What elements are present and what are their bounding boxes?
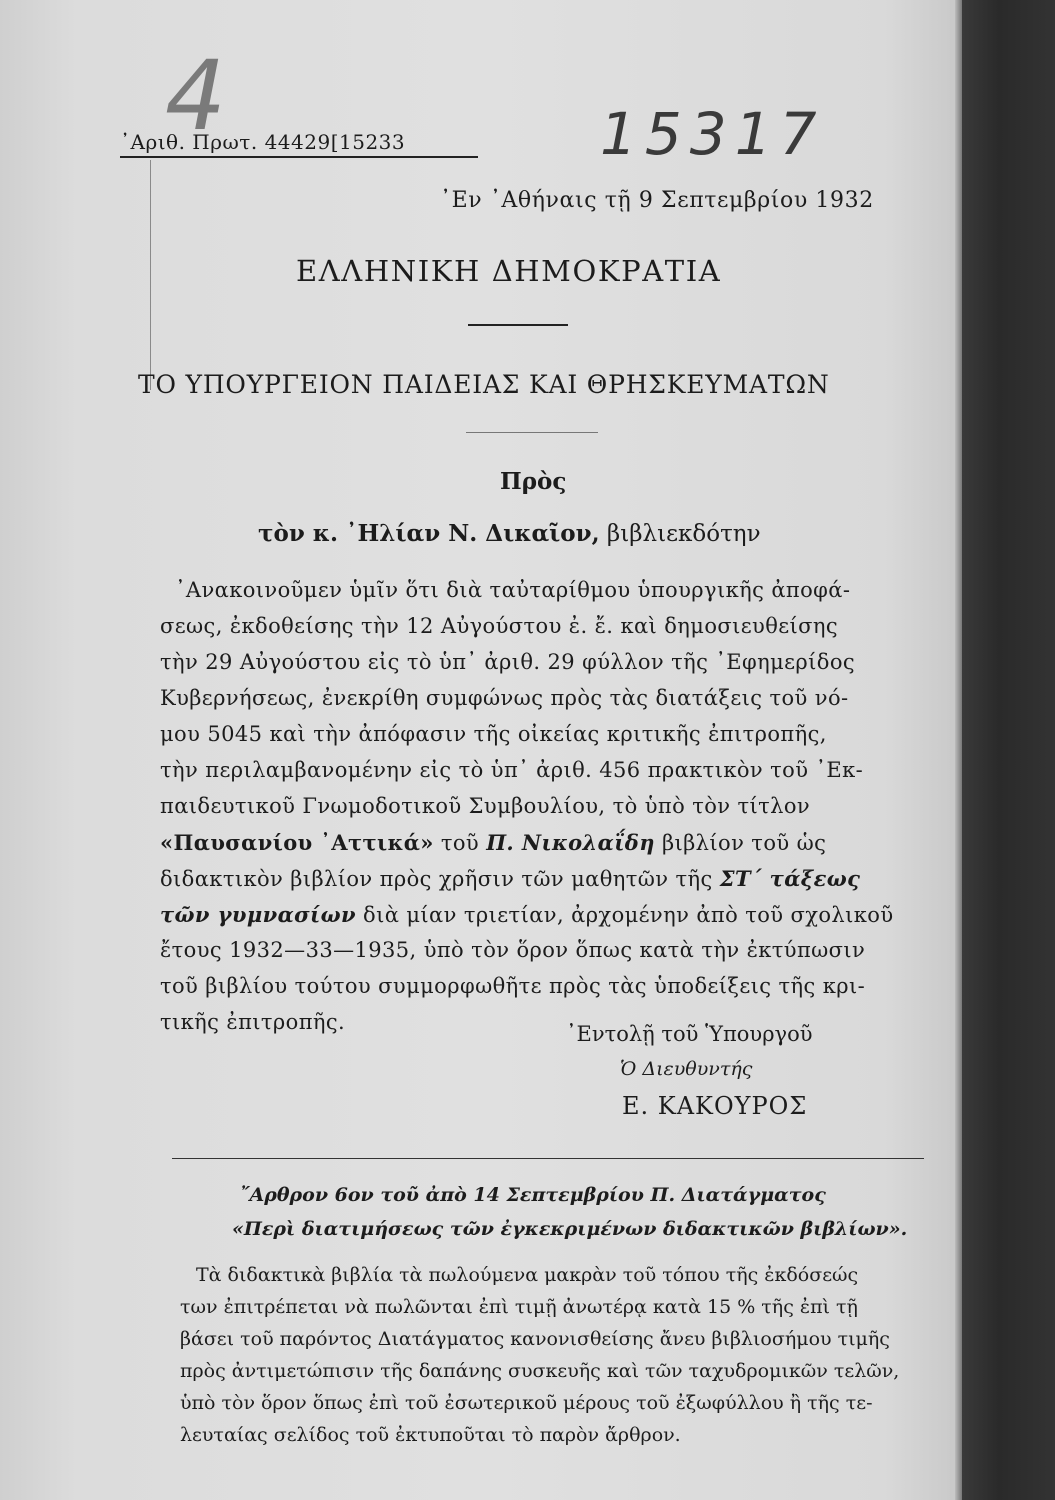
text-span: διὰ μίαν τριετίαν, ἀρχομένην ἀπὸ τοῦ σχολικοῦ	[363, 903, 894, 927]
state-title: ΕΛΛΗΝΙΚΗ ΔΗΜΟΚΡΑΤΙΑ	[296, 254, 722, 288]
handwritten-number: 15317	[600, 100, 825, 168]
body-line	[160, 902, 894, 927]
to-label: Πρὸς	[500, 468, 567, 495]
footnote-line: ὑπὸ τὸν ὅρον ὅπως ἐπὶ τοῦ ἐσωτερικοῦ μέρους τοῦ ἐξωφύλλου ἢ τῆς τε-	[180, 1392, 873, 1414]
body-line: παιδευτικοῦ Γνωμοδοτικοῦ Συμβουλίου, τὸ ὑπὸ τὸν τίτλον	[160, 794, 811, 818]
footnote-line: των ἐπιτρέπεται νὰ πωλῶνται ἐπὶ τιμῇ ἀνωτέρᾳ κατὰ 15 % τῆς ἐπὶ τῇ	[180, 1296, 858, 1318]
text-span: βιβλίον τοῦ ὡς	[661, 831, 827, 855]
signature-title: Ὁ Διευθυντής	[620, 1058, 753, 1080]
signature-name: Ε. ΚΑΚΟΥΡΟΣ	[622, 1092, 808, 1120]
footnote-divider	[172, 1158, 924, 1159]
body-line: τοῦ βιβλίου τούτου συμμορφωθῆτε πρὸς τὰς ὑποδείξεις τῆς κρι-	[160, 974, 866, 998]
title-divider	[468, 324, 568, 326]
addressee-name: τὸν κ. ᾿Ηλίαν Ν. Δικαῖον,	[258, 520, 600, 547]
footnote-line: βάσει τοῦ παρόντος Διατάγματος κανονισθείσης ἄνευ βιβλιοσήμου τιμῆς	[180, 1328, 890, 1350]
author-name: Π. Νικολαΐδη	[486, 830, 655, 855]
class-grade: ΣΤ´ τάξεως	[719, 866, 861, 891]
body-line: μου 5045 καὶ τὴν ἀπόφασιν τῆς οἰκείας κριτικῆς ἐπιτροπῆς,	[160, 722, 827, 746]
signature-order: ᾿Εντολῇ τοῦ Ὑπουργοῦ	[566, 1022, 813, 1046]
school-type: τῶν γυμνασίων	[160, 902, 356, 927]
ministry-line: ΤΟ ΥΠΟΥΡΓΕΙΟΝ ΠΑΙΔΕΙΑΣ ΚΑΙ ΘΡΗΣΚΕΥΜΑΤΩΝ	[138, 370, 830, 399]
body-line: σεως, ἐκδοθείσης τὴν 12 Αὐγούστου ἐ. ἔ. καὶ δημοσιευθείσης	[160, 614, 839, 638]
margin-line	[150, 160, 151, 390]
ministry-divider	[466, 432, 598, 433]
addressee-line	[258, 520, 761, 547]
place-date: ᾿Εν ᾿Αθήναις τῇ 9 Σεπτεμβρίου 1932	[440, 188, 874, 213]
footnote-heading: «Περὶ διατιμήσεως τῶν ἐγκεκριμένων διδακτικῶν βιβλίων».	[232, 1218, 908, 1240]
footnote-heading: ῎Αρθρον 6ον τοῦ ἀπὸ 14 Σεπτεμβρίου Π. Διατάγματος	[240, 1184, 826, 1206]
protocol-underline	[120, 156, 478, 158]
body-line	[160, 830, 826, 855]
body-line: ἔτους 1932—33—1935, ὑπὸ τὸν ὅρον ὅπως κατὰ τὴν ἐκτύπωσιν	[160, 938, 866, 962]
body-line: τικῆς ἐπιτροπῆς.	[160, 1010, 346, 1034]
body-line: τὴν περιλαμβανομένην εἰς τὸ ὑπ᾿ ἀριθ. 456 πρακτικὸν τοῦ ᾿Εκ-	[160, 758, 864, 782]
text-span: τοῦ	[440, 831, 480, 855]
body-line: Κυβερνήσεως, ἐνεκρίθη συμφώνως πρὸς τὰς διατάξεις τοῦ νό-	[160, 686, 849, 710]
footnote-line: πρὸς ἀντιμετώπισιν τῆς δαπάνης συσκευῆς καὶ τῶν ταχυδρομικῶν τελῶν,	[180, 1360, 900, 1382]
protocol-number: ᾿Αριθ. Πρωτ. 44429[15233	[120, 130, 406, 154]
addressee-role: βιβλιεκδότην	[606, 521, 761, 547]
body-line	[160, 866, 860, 891]
footnote-line: λευταίας σελίδος τοῦ ἐκτυποῦται τὸ παρὸν ἄρθρον.	[180, 1424, 681, 1446]
handwritten-mark: 4	[165, 40, 227, 152]
body-line: τὴν 29 Αὐγούστου εἰς τὸ ὑπ᾿ ἀριθ. 29 φύλλον τῆς ᾿Εφημερίδος	[160, 650, 856, 674]
body-line: ᾿Ανακοινοῦμεν ὑμῖν ὅτι διὰ ταὐταρίθμου ὑπουργικῆς ἀποφά-	[175, 578, 851, 602]
text-span: διδακτικὸν βιβλίον πρὸς χρῆσιν τῶν μαθητῶν τῆς	[160, 867, 713, 891]
book-binding	[962, 0, 1055, 1500]
footnote-line: Τὰ διδακτικὰ βιβλία τὰ πωλούμενα μακρὰν τοῦ τόπου τῆς ἐκδόσεώς	[196, 1264, 859, 1286]
book-title: «Παυσανίου ᾿Αττικά»	[160, 830, 434, 855]
